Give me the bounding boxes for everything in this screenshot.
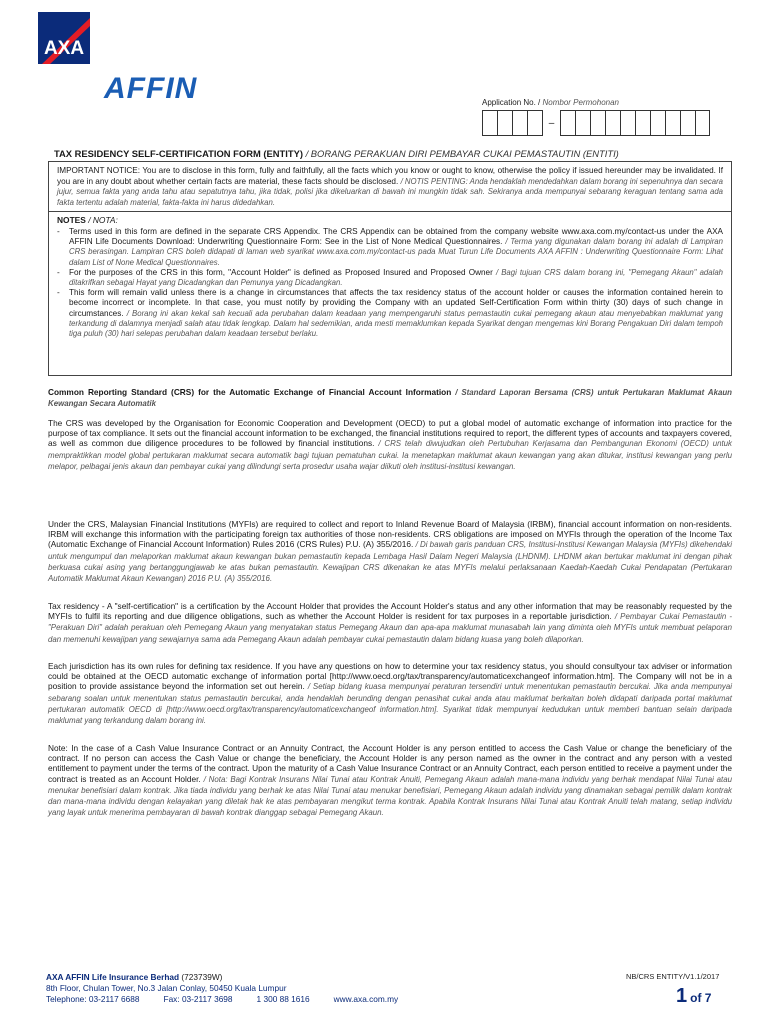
note-item: - For the purposes of the CRS in this form, "Account Holder" is defined as Proposed Insured and Proposed Owner / Bagi tujuan CRS dalam borang ini, "Pemegang Akaun" adalah ditakrifkan sebagai Hayat yang Dicadangkan dan Pemunya yang Dicadangkan. (57, 267, 723, 288)
application-no-digit-box[interactable] (695, 110, 710, 136)
application-no-boxes[interactable] (482, 110, 710, 136)
application-no-digit-box[interactable] (620, 110, 635, 136)
page-total: of 7 (690, 991, 712, 1005)
affin-logo-text: AFFIN (104, 72, 198, 102)
footer-hotline: 1 300 88 1616 (256, 994, 310, 1004)
notes-list (49, 227, 731, 339)
application-no-digit-box[interactable] (605, 110, 620, 136)
footer-company: AXA AFFIN Life Insurance Berhad (723739W) (46, 972, 223, 982)
page-indicator (676, 985, 711, 1008)
notes-title: NOTES / NOTA: (49, 211, 731, 227)
footer-address: 8th Floor, Chulan Tower, No.3 Jalan Conlay, 50450 Kuala Lumpur (46, 983, 287, 993)
application-no-digit-box[interactable] (680, 110, 695, 136)
paragraph-cash-value-note: Note: In the case of a Cash Value Insurance Contract or an Annuity Contract, the Account Holder is any person entitled to access the Cash Value or change the beneficiary of the contract. If no person can access the Cash Value or change the beneficiary, the Account Holder is any person named as the owner in the contract and any person with a vested entitlement to payment under the terms of the contract. Upon the maturity of a Cash Value Insurance Contract or an Annuity Contract, each person entitled to receive a payment under the contract is treated as an Account Holder. / Nota: Bagi Kontrak Insurans Nilai Tunai atau Kontrak Anuiti, Pemegang Akaun adalah mana-mana individu yang berhak mendapat Nilai Tunai atau menukar benefisiari dalam kontrak. Jika tiada individu yang berhak ke atas Nilai Tunai atau menukar benefisiari, Pemegang Akaun adalah individu yang dinamakan sebagai pemilik dalam kontrak dan mana-mana individu dengan kelayakan yang diletak hak ke atas pembayaran mengikut terma kontrak. Apabila Kontrak Insurans Nilai Tunai atau Kontrak Anuiti telah matang, setiap individu yang layak untuk menerima pembayaran di bawah kontrak dianggap sebagai Pemegang Akaun. (48, 743, 733, 818)
form-title: TAX RESIDENCY SELF-CERTIFICATION FORM (ENTITY) / BORANG PERAKUAN DIRI PEMBAYAR CUKAI PEMASTAUTIN (ENTITI) (54, 148, 619, 159)
application-no-digit-box[interactable] (665, 110, 680, 136)
page-number: 1 (676, 985, 688, 1007)
important-notice: IMPORTANT NOTICE: You are to disclose in this form, fully and faithfully, all the facts which you know or ought to know, otherwise the policy if issued hereunder may be invalidated. If you are in any doubt about whether certain facts are material, these facts should be disclosed. / NOTIS PENTING: Anda hendaklah mendedahkan dalam borang ini sepenuhnya dan secara jujur, semua fakta yang anda tahu atau sepatutnya tahu, jika tidak, polisi jika dikeluarkan di bawah ini mungkin tidak sah. Sekiranya anda mempunyai sebarang keraguan tentang sama ada fakta tertentu adalah material, fakta-fakta ini harus didedahkan. (57, 166, 724, 207)
application-no-digit-box[interactable] (527, 110, 542, 136)
axa-affin-logo (38, 12, 238, 102)
note-item: - Terms used in this form are defined in the separate CRS Appendix. The CRS Appendix can be obtained from the company website www.axa.com.my/contact-us under the AXA AFFIN Life Documents Download: Underwriting Questionnaire Form: See in the List of None Medical Questionnaires. / Terma yang digunakan dalam borang ini adalah di Lampiran CRS berasingan. Lampiran CRS boleh didapati di laman web syarikat www.axa.com.my/contact-us pada Muat Turun Life Documents AXA AFFIN : Underwriting Questionnaire Form: Lihat dalam List of None Medical Questionnaires. (57, 227, 723, 267)
application-no-digit-box[interactable] (650, 110, 665, 136)
footer-contact (46, 994, 422, 1004)
footer-fax: Fax: 03-2117 3698 (163, 994, 233, 1004)
notice-box (48, 161, 732, 376)
footer-telephone: Telephone: 03-2117 6688 (46, 994, 140, 1004)
form-reference: NB/CRS ENTITY/V1.1/2017 (626, 972, 720, 981)
paragraph-tax-residency: Tax residency - A "self-certification" is a certification by the Account Holder that provides the Account Holder's status and any other information that may be reasonably requested by the MYFIs to fulfil its reporting and due diligence obligations, such as whether the Account Holder is resident for tax purposes in a reportable jurisdiction. / Pembayar Cukai Pemastautin - "Perakuan Diri" adalah perakuan oleh Pemegang Akaun yang menyatakan status Pemegang Akaun dan apa-apa maklumat munasabah lain yang diminta oleh MYFIs untuk membuat pelaporan dan memenuhi kewajipan yang sewajarnya sama ada Pemegang Akaun adalah pembayar cukai pemastautin dalam bidang kuasa yang boleh dilaporkan. (48, 601, 732, 644)
paragraph-myfi-obligations: Under the CRS, Malaysian Financial Institutions (MYFIs) are required to collect and report to Inland Revenue Board of Malaysia (IRBM), financial account information on non-residents. IRBM will exchange this information with the participating foreign tax authorities of those non-residents. CRS obligations are imposed on MYFIs through the operation of the Income Tax (Automatic Exchange of Financial Account Information) Rules 2016 (CRS Rules) P.U. (A) 355/2016. / Di bawah garis panduan CRS, Institusi-Institusi Kewangan Malaysia (MYFIs) dikehendaki untuk mengumpul dan melaporkan maklumat akaun kewangan bukan pemastautin kepada Lembaga Hasil Dalam Negeri Malaysia (LHDNM). LHDNM akan bertukar maklumat ini dengan pihak berkuasa cukai asing yang bertanggungjawab ke atas bukan pemastautin. Kewajipan CRS dikenakan ke atas MYFIs melalui perlaksanaan Kaedah-Kaedah Cukai Pendapatan (Pertukaran Automatik Maklumat Akaun Kewangan) 2016 P.U. (A) 355/2016. (48, 519, 732, 584)
application-no-digit-box[interactable] (512, 110, 527, 136)
application-no-digit-box[interactable] (482, 110, 497, 136)
axa-logo-text: AXA (43, 38, 85, 59)
application-no-digit-box[interactable] (560, 110, 575, 136)
application-no-label: Application No. / Nombor Permohonan (482, 98, 619, 107)
crs-heading: Common Reporting Standard (CRS) for the Automatic Exchange of Financial Account Information / Standard Laporan Bersama (CRS) untuk Pertukaran Maklumat Akaun Kewangan Secara Automatik (48, 387, 732, 409)
paragraph-crs-overview: The CRS was developed by the Organisation for Economic Cooperation and Development (OECD) to put a global model of automatic exchange of information into practice for the purpose of tax compliance. It sets out the financial account information to be exchanged, the financial institutions required to report, the different types of accounts and taxpayers covered, as well as common due diligence procedures to be followed by financial institutions. / CRS telah diwujudkan oleh Pertubuhan Kerjasama dan Pembangunan Ekonomi (OECD) untuk mempraktikkan model global pertukaran maklumat secara automatik bagi tujuan pematuhan cukai. Ia menetapkan maklumat akaun kewangan yang akan ditukar, institusi kewangan yang perlu melapor, pelbagai jenis akaun dan pembayar cukai yang dilindungi serta prosedur usaha wajar diikuti oleh institusi-institusi kewangan. (48, 418, 732, 471)
application-no-digit-box[interactable] (590, 110, 605, 136)
note-item: - This form will remain valid unless there is a change in circumstances that affects the tax residency status of the account holder or causes the information contained herein to become incorrect or incomplete. In that case, you must notify by providing the Company with an updated Self-Certification Form within thirty (30) days of such change in circumstances. / Borang ini akan kekal sah kecuali ada perubahan dalam keadaan yang mempengaruhi status pemastautin cukai pemegang akaun atau menyebabkan maklumat yang terkandung di dalamnya menjadi salah atau tidak lengkap. Dalam hal sedemikian, anda mesti memaklumkan kepada Syarikat dengan mengemas kini Borang Pengakuan Diri dalam tempoh tiga puluh (30) hari selepas perubahan dalam keadaan tersebut berlaku. (57, 288, 724, 339)
application-no-separator: – (542, 110, 560, 136)
paragraph-jurisdiction-rules: Each jurisdiction has its own rules for defining tax residence. If you have any questions on how to determine your tax residency status, you should consultyour tax adviser or information could be obtained at the OECD automatic exchange of information portal [http://www.oecd.org/tax/transparency/automaticexchangeof information.htm]. The Company will not be in a position to provide assistance beyond the information set out herein. / Setiap bidang kuasa mempunyai peraturan tersendiri untuk menentukan pemastautin bercukai. Jika anda mempunyai sebarang soalan untuk menentukan status pemastautin bercukai, anda hendaklah berunding dengan penasihat cukai anda atau maklumat berkaitan boleh didapati daripada portal maklumat pertukaran automatik OECD di [http://www.oecd.org/tax/transparency/automaticexchangeof information.htm]. Syarikat tidak mempunyai kedudukan untuk memberi bantuan selain daripada maklumat yang terkandung dalam borang ini. (48, 661, 732, 726)
footer-website[interactable]: www.axa.com.my (333, 994, 399, 1004)
application-no-digit-box[interactable] (575, 110, 590, 136)
application-no-digit-box[interactable] (635, 110, 650, 136)
application-no-digit-box[interactable] (497, 110, 512, 136)
